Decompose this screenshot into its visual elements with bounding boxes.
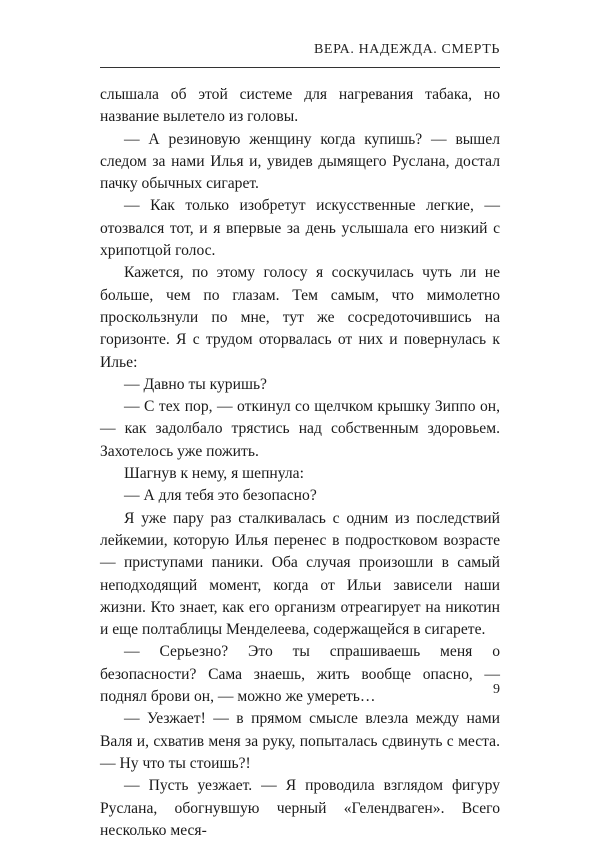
paragraph: Шагнув к нему, я шепнула: — [124, 465, 304, 483]
paragraph: — Уезжает! — в прямом смысле влезла между нами Валя и, схватив меня за руку, попыталась сдвинуть с места. — Ну что ты стоишь?! — [100, 710, 500, 772]
paragraph: — Пусть уезжает. — Я проводила взглядом фигуру Руслана, обогнувшую черный «Гелендваген». Всего несколько меся- — [100, 777, 500, 839]
page-number: 9 — [493, 682, 500, 697]
paragraph: слышала об этой системе для нагревания табака, но название вылетело из головы. — [100, 86, 500, 126]
paragraph: — Давно ты куришь? — [124, 375, 267, 393]
paragraph: Я уже пару раз сталкивалась с одним из последствий лейкемии, которую Илья перенес в подростковом возрасте — приступами паники. Оба случая произошли в самый неподходящий момент, когда от Ильи зависели наши жизни. Кто знает, как его организм отреагирует на никотин и еще полтаблицы Менделеева, содержащейся в сигарете. — [100, 509, 500, 639]
running-title: ВЕРА. НАДЕЖДА. СМЕРТЬ — [313, 42, 500, 57]
header-rule — [100, 67, 500, 68]
paragraph: — А резиновую женщину когда купишь? — вышел следом за нами Илья и, увидев дымящего Руслана, достал пачку обычных сигарет. — [100, 130, 500, 193]
body-text — [100, 84, 500, 842]
paragraph: Кажется, по этому голосу я соскучилась чуть ли не больше, чем по глазам. Тем самым, что мимолетно проскользнули по мне, тут же сосредоточившись на горизонте. Я с трудом оторвалась от них и повернулась к Илье: — [100, 264, 500, 371]
paragraph: — А для тебя это безопасно? — [124, 487, 317, 505]
paragraph: — Серьезно? Это ты спрашиваешь меня о безопасности? Сама знаешь, жить вообще опасно, — поднял брови он, — можно же умереть… — [100, 643, 500, 706]
paragraph: — С тех пор, — откинул со щелчком крышку Зиппо он, — как задолбало трястись над собственным здоровьем. Захотелось уже пожить. — [100, 398, 500, 460]
paragraph: — Как только изобретут искусственные легкие, — отозвался тот, и я впервые за день услышала его низкий с хрипотцой голос. — [100, 197, 500, 260]
